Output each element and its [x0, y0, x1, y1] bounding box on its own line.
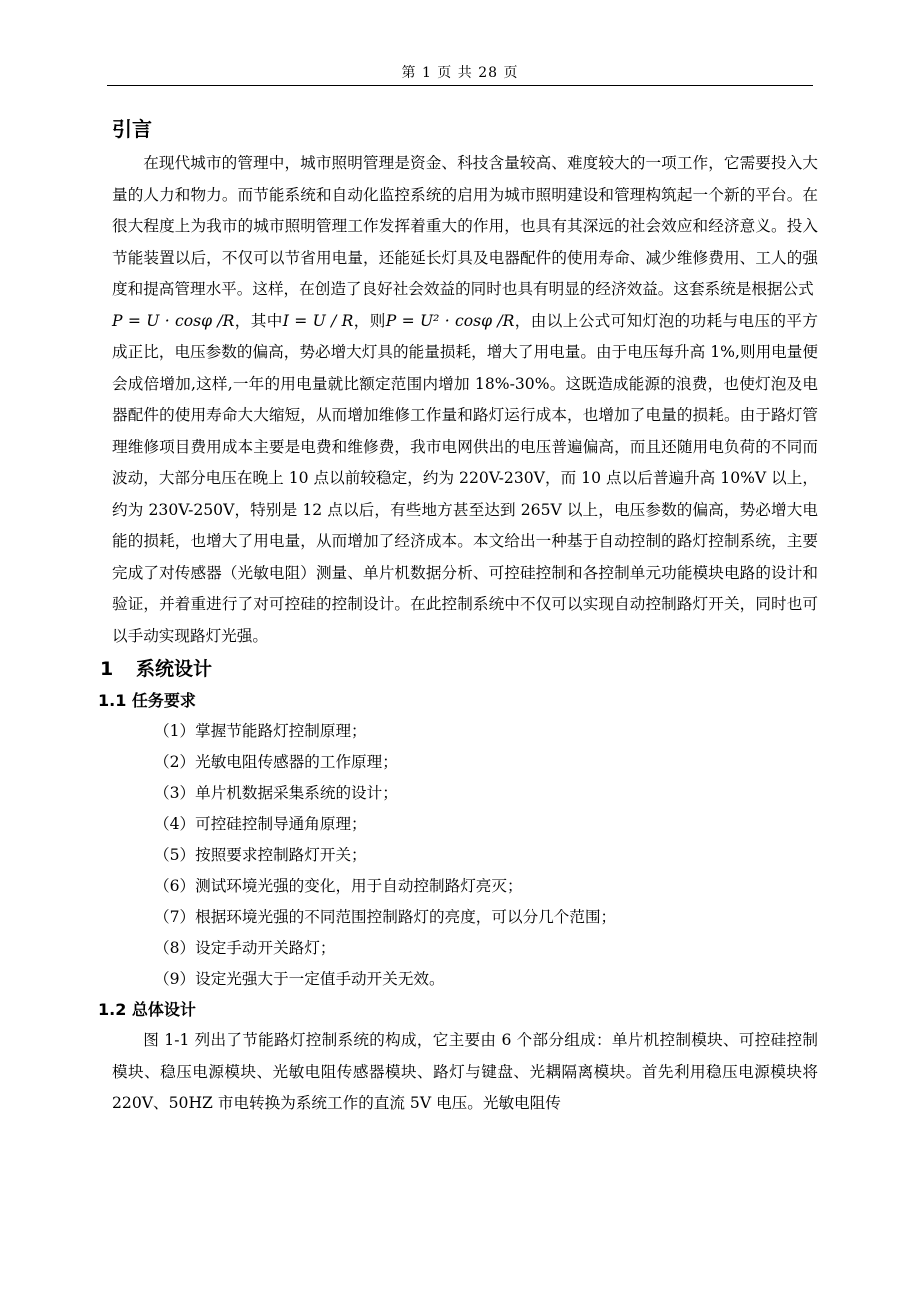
header-rule	[107, 85, 813, 86]
section-1-heading	[100, 652, 818, 686]
list-item: （3）单片机数据采集系统的设计；	[154, 784, 398, 802]
section-1-title: 系统设计	[136, 658, 213, 680]
list-item: （4）可控硅控制导通角原理；	[154, 815, 367, 833]
intro-title: 引言	[112, 117, 152, 141]
section-1-1-heading: 1.1 任务要求	[98, 691, 196, 710]
formula-power: P = U · cosφ /R	[112, 311, 235, 330]
list-item: （8）设定手动开关路灯；	[154, 939, 336, 957]
page-header: 第 1 页 共 28 页	[401, 65, 519, 81]
list-item: （6）测试环境光强的变化，用于自动控制路灯亮灭；	[154, 877, 523, 895]
document-body	[98, 110, 818, 1120]
list-item: （5）按照要求控制路灯开关；	[154, 846, 367, 864]
requirements-list	[112, 716, 818, 995]
overall-design-paragraph: 图 1-1 列出了节能路灯控制系统的构成，它主要由 6 个部分组成：单片机控制模块、可控硅控制模块、稳压电源模块、光敏电阻传感器模块、路灯与键盘、光耦隔离模块。首先利用稳压电源模块将 220V、50HZ 市电转换为系统工作的直流 5V 电压。光敏电阻传	[112, 1031, 818, 1112]
list-item: （7）根据环境光强的不同范围控制路灯的亮度，可以分几个范围；	[154, 908, 617, 926]
intro-text-end: ，由以上公式可知灯泡的功耗与电压的平方成正比，电压参数的偏高，势必增大灯具的能量损耗，增大了用电量。由于电压每升高 1%,则用电量便会成倍增加,这样,一年的用电量就比额定范围内增加 18%-30%。这既造成能源的浪费，也使灯泡及电器配件的使用寿命大大缩短，从而增加维修工作量和路灯运行成本，也增加了电量的损耗。由于路灯管理维修项目费用成本主要是电费和维修费，我市电网供出的电压普遍偏高，而且还随用电负荷的不同而波动，大部分电压在晚上 10 点以前较稳定，约为 220V-230V，而 10 点以后普遍升高 10%V 以上，约为 230V-250V，特别是 12 点以后，有些地方甚至达到 265V 以上，电压参数的偏高，势必增大电能的损耗，也增大了用电量，从而增加了经济成本。本文给出一种基于自动控制的路灯控制系统，主要完成了对传感器（光敏电阻）测量、单片机数据分析、可控硅控制和各控制单元功能模块电路的设计和验证，并着重进行了对可控硅的控制设计。在此控制系统中不仅可以实现自动控制路灯开关，同时也可以手动实现路灯光强。	[112, 311, 818, 645]
list-item: （1）掌握节能路灯控制原理；	[154, 722, 367, 740]
section-1-2-heading: 1.2 总体设计	[98, 1000, 196, 1019]
intro-text-mid1: ，其中	[234, 311, 283, 330]
intro-paragraph	[112, 148, 818, 652]
list-item: （2）光敏电阻传感器的工作原理；	[154, 753, 398, 771]
list-item: （9）设定光强大于一定值手动开关无效。	[154, 970, 445, 988]
section-1-number: 1	[100, 658, 114, 680]
formula-current: I = U / R	[282, 311, 354, 330]
intro-text-mid2: ，则	[353, 311, 386, 330]
formula-power-voltage: P = U² · cosφ /R	[385, 311, 515, 330]
intro-text-start: 在现代城市的管理中，城市照明管理是资金、科技含量较高、难度较大的一项工作，它需要投入大量的人力和物力。而节能系统和自动化监控系统的启用为城市照明建设和管理构筑起一个新的平台。在很大程度上为我市的城市照明管理工作发挥着重大的作用，也具有其深远的社会效应和经济意义。投入节能装置以后，不仅可以节省用电量，还能延长灯具及电器配件的使用寿命、减少维修费用、工人的强度和提高管理水平。这样，在创造了良好社会效益的同时也具有明显的经济效益。这套系统是根据公式	[112, 154, 818, 298]
